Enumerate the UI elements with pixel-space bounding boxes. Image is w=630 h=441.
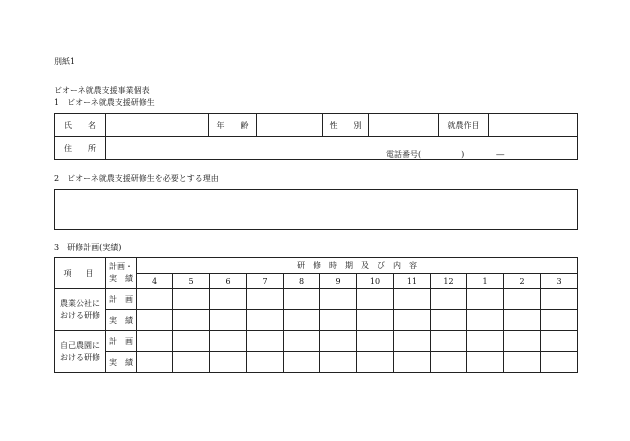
plan-label: 計 画: [106, 331, 137, 352]
section1-heading: 1 ビオーネ就農支援研修生: [54, 98, 155, 107]
month-header: 2: [504, 274, 541, 289]
plan-cell[interactable]: [431, 289, 467, 310]
actual-cell[interactable]: [541, 352, 578, 373]
reason-field[interactable]: [54, 189, 578, 230]
actual-cell[interactable]: [320, 310, 357, 331]
section2-heading: 2 ビオーネ就農支援研修生を必要とする理由: [54, 174, 219, 183]
actual-label: 実 績: [106, 352, 137, 373]
actual-cell[interactable]: [394, 352, 431, 373]
phone-label: 電話番号( ) ―: [386, 150, 505, 159]
plan-cell[interactable]: [541, 331, 578, 352]
month-header: 11: [394, 274, 431, 289]
actual-cell[interactable]: [173, 310, 210, 331]
plan-actual-header: 計画・ 実 績: [106, 258, 137, 289]
plan-cell[interactable]: [467, 289, 504, 310]
month-header: 8: [284, 274, 320, 289]
month-header: 12: [431, 274, 467, 289]
gender-field[interactable]: [369, 114, 439, 137]
plan-cell[interactable]: [173, 289, 210, 310]
section3-heading: 3 研修計画(実績): [54, 243, 122, 252]
plan-cell[interactable]: [394, 289, 431, 310]
actual-cell[interactable]: [431, 310, 467, 331]
plan-cell[interactable]: [173, 331, 210, 352]
plan-cell[interactable]: [247, 331, 284, 352]
month-header: 6: [210, 274, 247, 289]
name-label: 氏 名: [55, 114, 106, 137]
plan-cell[interactable]: [210, 289, 247, 310]
plan-cell[interactable]: [284, 331, 320, 352]
actual-cell[interactable]: [357, 352, 394, 373]
plan-cell[interactable]: [320, 289, 357, 310]
actual-cell[interactable]: [467, 352, 504, 373]
actual-cell[interactable]: [173, 352, 210, 373]
month-header: 1: [467, 274, 504, 289]
plan-cell[interactable]: [431, 331, 467, 352]
plan-label: 計 画: [106, 289, 137, 310]
actual-label: 実 績: [106, 310, 137, 331]
plan-cell[interactable]: [394, 331, 431, 352]
item-header: 項 目: [55, 258, 106, 289]
plan-cell[interactable]: [504, 331, 541, 352]
month-header: 5: [173, 274, 210, 289]
actual-cell[interactable]: [357, 310, 394, 331]
row-label-public-corp: 農業公社に おける研修: [55, 289, 106, 331]
actual-cell[interactable]: [284, 352, 320, 373]
plan-cell[interactable]: [210, 331, 247, 352]
age-field[interactable]: [257, 114, 323, 137]
actual-cell[interactable]: [504, 310, 541, 331]
gender-label: 性 別: [323, 114, 369, 137]
plan-cell[interactable]: [357, 331, 394, 352]
annex-label: 別紙1: [54, 57, 76, 66]
job-label: 就農作目: [439, 114, 489, 137]
actual-cell[interactable]: [137, 310, 173, 331]
plan-cell[interactable]: [357, 289, 394, 310]
actual-cell[interactable]: [284, 310, 320, 331]
actual-cell[interactable]: [320, 352, 357, 373]
plan-cell[interactable]: [541, 289, 578, 310]
actual-cell[interactable]: [431, 352, 467, 373]
month-header: 7: [247, 274, 284, 289]
actual-cell[interactable]: [247, 310, 284, 331]
plan-cell[interactable]: [320, 331, 357, 352]
actual-cell[interactable]: [210, 310, 247, 331]
row-label-own-farm: 自己農園に おける研修: [55, 331, 106, 373]
address-label: 住 所: [55, 137, 106, 160]
actual-cell[interactable]: [210, 352, 247, 373]
month-header: 3: [541, 274, 578, 289]
plan-cell[interactable]: [467, 331, 504, 352]
training-plan-table: [54, 257, 578, 373]
actual-cell[interactable]: [394, 310, 431, 331]
actual-cell[interactable]: [541, 310, 578, 331]
content-header: 研 修 時 期 及 び 内 容: [137, 258, 578, 274]
plan-cell[interactable]: [137, 289, 173, 310]
month-header: 4: [137, 274, 173, 289]
plan-cell[interactable]: [284, 289, 320, 310]
trainee-info-table: [54, 113, 578, 160]
plan-cell[interactable]: [504, 289, 541, 310]
plan-cell[interactable]: [137, 331, 173, 352]
form-title: ビオーネ就農支援事業個表: [54, 86, 150, 95]
actual-cell[interactable]: [504, 352, 541, 373]
job-field[interactable]: [489, 114, 578, 137]
actual-cell[interactable]: [137, 352, 173, 373]
address-field[interactable]: [106, 137, 578, 160]
actual-cell[interactable]: [467, 310, 504, 331]
name-field[interactable]: [106, 114, 209, 137]
actual-cell[interactable]: [247, 352, 284, 373]
age-label: 年 齢: [209, 114, 257, 137]
plan-cell[interactable]: [247, 289, 284, 310]
month-header: 9: [320, 274, 357, 289]
month-header: 10: [357, 274, 394, 289]
